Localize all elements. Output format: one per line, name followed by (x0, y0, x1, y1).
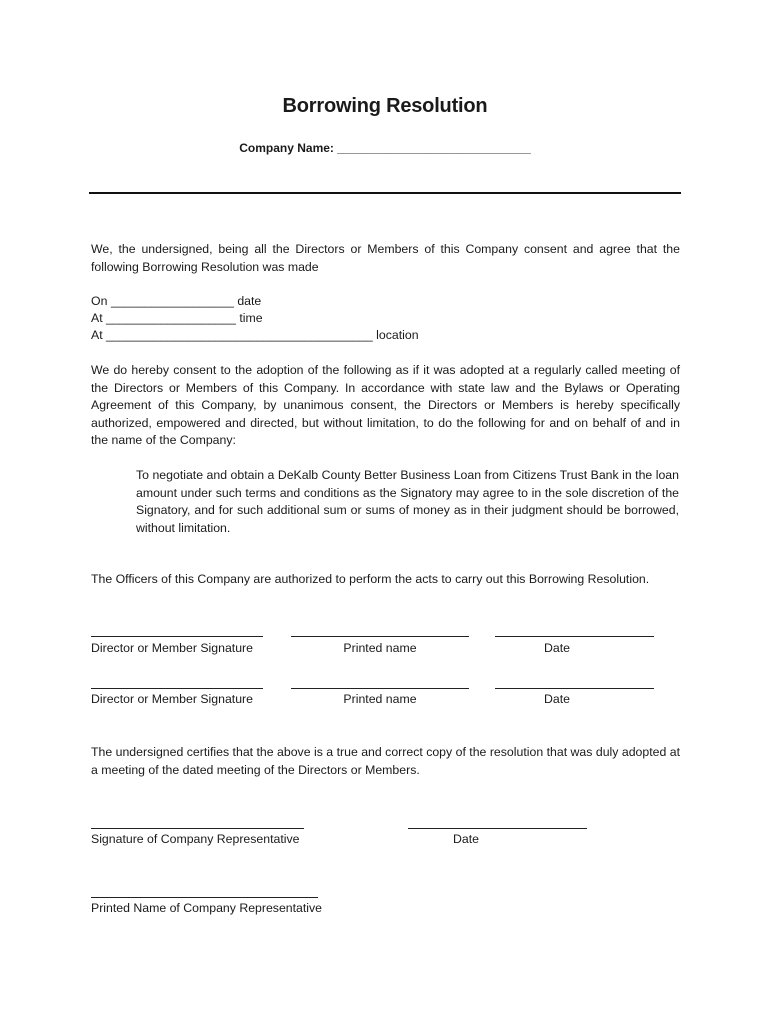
date-line-2[interactable] (495, 688, 654, 689)
intro-paragraph: We, the undersigned, being all the Directors or Members of this Company consent and agree that the following Borrowing Resolution was made (91, 242, 680, 274)
company-name-field[interactable]: Company Name: _____________________________ (239, 141, 531, 155)
rep-signature-label: Signature of Company Representative (91, 832, 300, 846)
date-label: Date (544, 641, 570, 655)
rep-date-line[interactable] (408, 828, 587, 829)
director-signature-label: Director or Member Signature (91, 641, 253, 655)
header-divider (89, 192, 681, 194)
director-signature-line-1[interactable] (91, 636, 263, 637)
officers-paragraph: The Officers of this Company are authorized to perform the acts to carry out this Borrowing Resolution. (91, 572, 650, 586)
rep-signature-line[interactable] (91, 828, 304, 829)
location-field[interactable]: At _______________________________________ location (91, 328, 419, 342)
document-title: Borrowing Resolution (282, 95, 488, 117)
rep-date-label: Date (453, 832, 479, 846)
printed-name-line-1[interactable] (291, 636, 469, 637)
time-field[interactable]: At ___________________ time (91, 311, 263, 325)
printed-name-label: Printed name (343, 692, 417, 706)
certification-paragraph: The undersigned certifies that the above is a true and correct copy of the resolution that was duly adopted at a meeting of the dated meeting of the Directors or Members. (91, 745, 680, 777)
rep-printed-name-label: Printed Name of Company Representative (91, 901, 323, 915)
consent-paragraph: We do hereby consent to the adoption of the following as if it was adopted at a regularly called meeting of the Directors or Members of this Company. In accordance with state law and the Bylaws or Operating Agreement of this Company, by unanimous consent, the Directors or Members is hereby specifically authorized, empowered and directed, but without limitation, to do the following for and on behalf of and in the name of the Company: (91, 363, 680, 448)
rep-printed-name-line[interactable] (91, 897, 318, 898)
date-field[interactable]: On __________________ date (91, 294, 262, 308)
director-signature-label: Director or Member Signature (91, 692, 253, 706)
date-line-1[interactable] (495, 636, 654, 637)
printed-name-line-2[interactable] (291, 688, 469, 689)
resolution-paragraph: To negotiate and obtain a DeKalb County Better Business Loan from Citizens Trust Bank in the loan amount under such terms and conditions as the Signatory may agree to in the sole discretion of the Signatory, and for such additional sum or sums of money as in their judgment should be borrowed, without limitation. (136, 468, 679, 535)
date-label: Date (544, 692, 570, 706)
printed-name-label: Printed name (343, 641, 417, 655)
director-signature-line-2[interactable] (91, 688, 263, 689)
